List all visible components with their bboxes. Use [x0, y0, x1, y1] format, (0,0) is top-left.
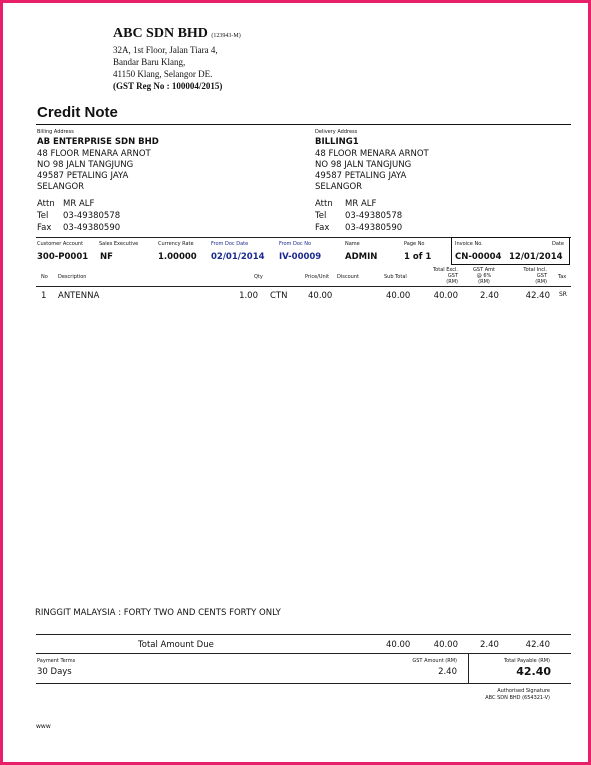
signature-company: ABC SDN BHD (654321-V)	[485, 695, 550, 701]
date-label: Date	[552, 241, 564, 247]
delivery-line-4: SELANGOR	[315, 182, 363, 192]
item-uom: CTN	[270, 291, 288, 301]
billing-line-4: SELANGOR	[37, 182, 85, 192]
item-subtotal: 40.00	[386, 291, 411, 301]
total-subtotal: 40.00	[386, 640, 411, 650]
total-incl: 42.40	[525, 640, 550, 650]
payment-terms: 30 Days	[37, 667, 72, 677]
company-gst-reg: (GST Reg No : 100004/2015)	[113, 81, 223, 91]
currency-rate: 1.00000	[158, 252, 197, 262]
item-no: 1	[41, 291, 47, 301]
col-discount: Discount	[337, 274, 359, 280]
footer-bottom-divider	[36, 683, 571, 684]
delivery-fax-label: Fax	[315, 223, 330, 233]
col-qty: Qty	[254, 274, 263, 280]
page-no-label: Page No	[404, 241, 425, 247]
document-title: Credit Note	[37, 104, 118, 121]
billing-line-2: NO 98 JALN TANGJUNG	[37, 160, 134, 170]
billing-attn-label: Attn	[37, 199, 55, 209]
billing-line-3: 49587 PETALING JAYA	[37, 171, 129, 181]
customer-account-label: Customer Account	[37, 241, 84, 247]
billing-line-1: 48 FLOOR MENARA ARNOT	[37, 149, 151, 159]
billing-tel: 03-49380578	[63, 211, 121, 221]
from-doc-date: 02/01/2014	[211, 252, 265, 262]
gst-amount-label: GST Amount (RM)	[412, 658, 457, 664]
col-total-incl: Total Incl. GST (RM)	[523, 267, 547, 285]
title-divider	[36, 124, 571, 125]
item-price: 40.00	[308, 291, 333, 301]
col-subtotal: Sub Total	[384, 274, 407, 280]
sales-exec: NF	[100, 252, 113, 262]
name-value: ADMIN	[345, 252, 378, 262]
item-total-excl: 40.00	[433, 291, 458, 301]
delivery-line-1: 48 FLOOR MENARA ARNOT	[315, 149, 429, 159]
col-gst-amt: GST Amt @ 6% (RM)	[473, 267, 495, 285]
delivery-tel-label: Tel	[315, 211, 327, 221]
totals-bottom-divider	[36, 653, 571, 654]
from-doc-no-label: From Doc No	[279, 241, 312, 247]
company-reg-no: (123943-M)	[211, 33, 241, 39]
col-no: No	[41, 274, 48, 280]
header-divider	[36, 286, 571, 287]
delivery-line-3: 49587 PETALING JAYA	[315, 171, 407, 181]
total-payable-label: Total Payable (RM)	[503, 658, 550, 664]
total-gst: 2.40	[480, 640, 499, 650]
billing-fax: 03-49380590	[63, 223, 121, 233]
name-label: Name	[345, 241, 360, 247]
signature-label: Authorised Signature	[497, 688, 550, 694]
item-qty: 1.00	[239, 291, 258, 301]
company-address-1: 32A, 1st Floor, Jalan Tiara 4,	[113, 45, 218, 55]
delivery-attn-label: Attn	[315, 199, 333, 209]
gst-amount: 2.40	[438, 667, 457, 677]
delivery-tel: 03-49380578	[345, 211, 403, 221]
billing-name: AB ENTERPRISE SDN BHD	[37, 137, 159, 147]
delivery-label: Delivery Address	[315, 129, 358, 135]
item-tax: SR	[559, 291, 567, 298]
payment-terms-label: Payment Terms	[37, 658, 76, 664]
col-tax: Tax	[558, 274, 567, 280]
billing-tel-label: Tel	[37, 211, 49, 221]
col-total-excl: Total Excl. GST (RM)	[432, 267, 458, 285]
company-name: ABC SDN BHD (123943-M)	[113, 26, 241, 41]
amount-in-words: RINGGIT MALAYSIA : FORTY TWO AND CENTS FORTY ONLY	[35, 608, 281, 618]
company-address-3: 41150 Klang, Selangor DE.	[113, 69, 213, 79]
item-gst: 2.40	[480, 291, 499, 301]
page-no: 1 of 1	[404, 252, 432, 262]
from-doc-date-label: From Doc Date	[211, 241, 249, 247]
total-payable: 42.40	[516, 665, 551, 678]
footer-marker: www	[36, 723, 51, 730]
footer-divider	[468, 653, 469, 683]
currency-rate-label: Currency Rate	[158, 241, 194, 247]
col-description: Description	[58, 274, 87, 280]
delivery-name: BILLING1	[315, 137, 359, 147]
billing-fax-label: Fax	[37, 223, 52, 233]
item-total-incl: 42.40	[525, 291, 550, 301]
invoice-no: CN-00004	[455, 252, 502, 262]
delivery-fax: 03-49380590	[345, 223, 403, 233]
delivery-attn: MR ALF	[345, 199, 377, 209]
billing-label: Billing Address	[37, 129, 74, 135]
billing-attn: MR ALF	[63, 199, 95, 209]
col-price: Price/Unit	[305, 274, 330, 280]
total-excl: 40.00	[433, 640, 458, 650]
invoice-no-label: Invoice No.	[455, 241, 483, 247]
delivery-line-2: NO 98 JALN TANGJUNG	[315, 160, 412, 170]
company-address-2: Bandar Baru Klang,	[113, 57, 186, 67]
from-doc-no: IV-00009	[279, 252, 322, 262]
item-description: ANTENNA	[58, 291, 100, 301]
date: 12/01/2014	[509, 252, 563, 262]
customer-account: 300-P0001	[37, 252, 89, 262]
totals-top-divider	[36, 634, 571, 635]
total-amount-due-label: Total Amount Due	[138, 640, 214, 650]
sales-exec-label: Sales Executive	[99, 241, 139, 247]
